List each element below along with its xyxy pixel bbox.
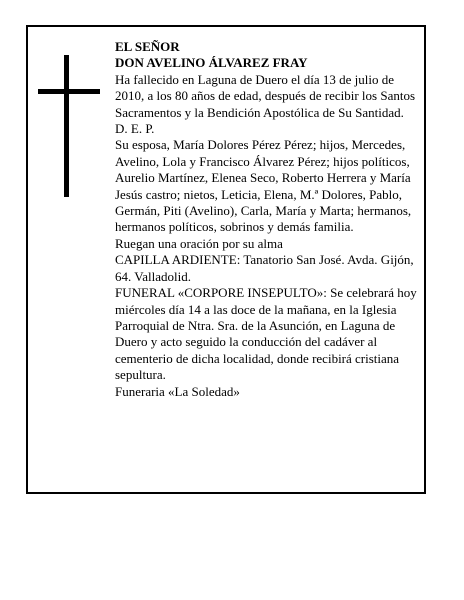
obituary-text	[115, 39, 423, 400]
funeral-home: Funeraria «La Soledad»	[115, 383, 240, 399]
chapel-info: CAPILLA ARDIENTE: Tanatorio San José. Avda. Gijón, 64. Valladolid.	[115, 252, 414, 284]
cross-icon	[38, 55, 100, 197]
deceased-name: DON AVELINO ÁLVAREZ FRAY	[115, 55, 308, 71]
death-announcement: Ha fallecido en Laguna de Duero el día 13 de julio de 2010, a los 80 años de edad, después de recibir los Santos Sacramentos y la Bendición Apostólica de Su Santidad.	[115, 71, 416, 120]
funeral-info: FUNERAL «CORPORE INSEPULTO»: Se celebrará hoy miércoles día 14 a las doce de la mañana, en la Iglesia Parroquial de Ntra. Sra. de la Asunción, en Laguna de Duero y acto seguido la conducción del cadáver al cementerio de dicha localidad, donde recibirá cristiana sepultura.	[115, 285, 417, 383]
dep-line: D. E. P.	[115, 121, 155, 137]
title-line-1: EL SEÑOR	[115, 39, 180, 54]
cross-horizontal-bar	[38, 89, 100, 94]
prayer-request: Ruegan una oración por su alma	[115, 235, 283, 251]
obituary-notice	[26, 25, 426, 494]
family-list: Su esposa, María Dolores Pérez Pérez; hijos, Mercedes, Avelino, Lola y Francisco Álvarez Pérez; hijos políticos, Aurelio Martínez, Elenea Seco, Roberto Herrera y María Jesús castro; nietos, Leticia, Elena, M.ª Dolores, Pablo, Germán, Piti (Avelino), Carla, María y Marta; hermanos, hermanos políticos, sobrinos y demás familia.	[115, 137, 412, 235]
cross-vertical-bar	[64, 55, 69, 197]
